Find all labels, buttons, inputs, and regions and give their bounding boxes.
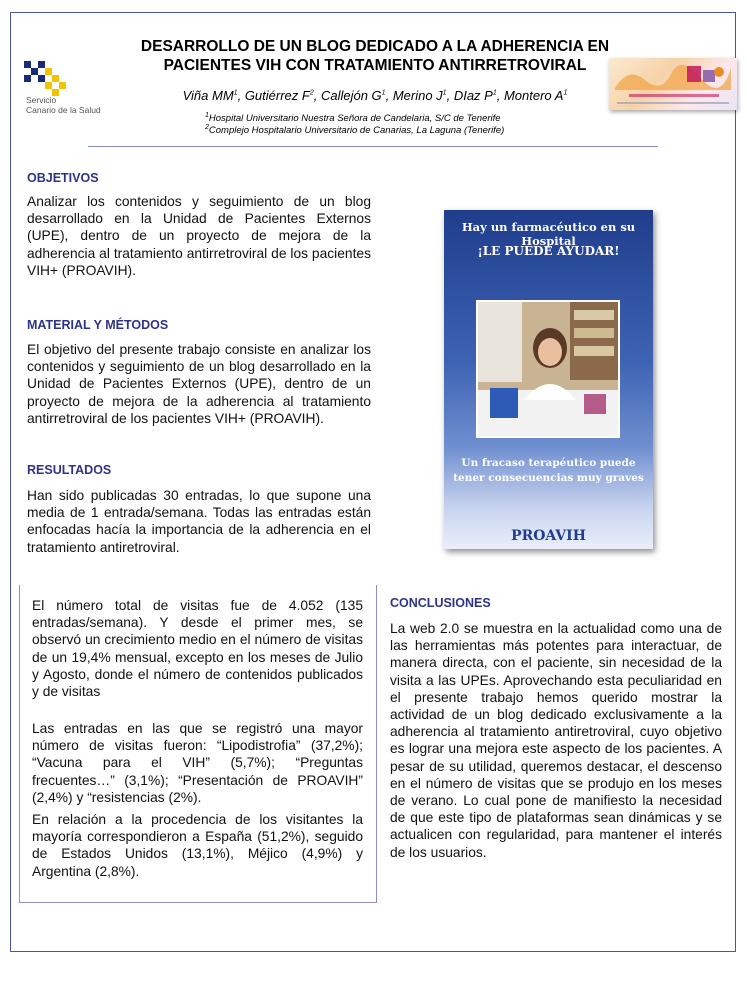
poster-line-2: ¡LE PUEDE AYUDAR! bbox=[477, 244, 620, 258]
poster-caption: Un fracaso terapéutico puede tener consecuencias muy graves bbox=[453, 457, 644, 484]
author-name: DIaz P bbox=[453, 88, 493, 103]
affiliation-1-text: Hospital Universitario Nuestra Señora de Candelaria, S/C de Tenerife bbox=[208, 113, 501, 125]
author-name: Callejón G bbox=[320, 88, 382, 103]
servicio-canario-logo bbox=[20, 58, 115, 116]
visitas-text-2: Las entradas en las que se registró una mayor número de visitas fueron: “Lipodistrofia” (37,2%); “Vacuna para el VIH” (5,7%); “Preguntas frecuentes…” (3,1%); “Presentación de PROAVIH” (2,4%) y “resistencias (2%). bbox=[32, 721, 363, 805]
poster-brand: PROAVIH bbox=[511, 528, 586, 544]
author-name: Gutiérrez F bbox=[244, 88, 310, 103]
affiliation-1-sup: 1 bbox=[205, 112, 209, 119]
author-name: Viña MM bbox=[182, 88, 234, 103]
poster-line-1: Hay un farmacéutico en su Hospital bbox=[461, 220, 636, 248]
visitas-text-1: El número total de visitas fue de 4.052 (135 entradas/semana). Y desde el primer mes, se observó un crecimiento medio en el número de visitas de un 19,4% mensual, excepto en los meses de Julio y Agosto, donde el número de contenidos publicados y de visitas bbox=[32, 598, 363, 700]
material-heading: MATERIAL Y MÉTODOS bbox=[27, 318, 169, 332]
author-affiliation-sup: 1 bbox=[563, 89, 568, 97]
objetivos-text: Analizar los contenidos y seguimiento de un blog desarrollado en la Unidad de Pacientes Externos (UPE), dentro de un proyecto de mejora de la adherencia al tratamiento antirretroviral de los pacientes VIH+ (PROAVIH). bbox=[27, 194, 371, 278]
proavih-poster-image bbox=[444, 210, 653, 549]
visitas-text-3: En relación a la procedencia de los visitantes la mayoría correspondieron a España (51,2%), seguido de Estados Unidos (13,1%), Méjico (4,9%) y Argentina (2,8%). bbox=[32, 812, 363, 879]
poster-title bbox=[120, 37, 630, 75]
logo-line-1: Servicio bbox=[26, 95, 57, 105]
material-text: El objetivo del presente trabajo consiste en analizar los contenidos y seguimiento de un blog desarrollado en la Unidad de Pacientes Externos (UPE), dentro de un proyecto de mejora de la adherencia al tratamiento antirretroviral de los pacientes VIH+ (PROAVIH). bbox=[27, 342, 371, 426]
author-affiliation-sup: 1 bbox=[233, 89, 238, 97]
author-affiliation-sup: 1 bbox=[381, 89, 386, 97]
logo-line-2: Canario de la Salud bbox=[26, 104, 101, 115]
title-line-2: PACIENTES VIH CON TRATAMIENTO ANTIRRETROVIRAL bbox=[163, 57, 587, 74]
author-affiliation-sup: 2 bbox=[309, 89, 314, 97]
pharmacist-photo-icon bbox=[478, 302, 618, 436]
title-line-1: DESARROLLO DE UN BLOG DEDICADO A LA ADHERENCIA EN bbox=[140, 38, 610, 55]
affiliation-1 bbox=[205, 112, 501, 124]
author-name: Montero A bbox=[503, 88, 564, 103]
resultados-text: Han sido publicadas 30 entradas, lo que supone una media de 1 entrada/semana. Todas las entradas están enfocadas hacía la importancia de la adherencia en el tratamiento antiretroviral. bbox=[27, 488, 371, 555]
author-affiliation-sup: 1 bbox=[442, 89, 447, 97]
pharmacist-photo bbox=[476, 300, 620, 438]
conclusiones-text: La web 2.0 se muestra en la actualidad como una de las herramientas más potentes para interactuar, de manera directa, con el paciente, sin necesidad de la visita a las UPEs. Aprovechando esta peculiaridad en el presente trabajo hemos querido mostrar la actividad de un blog dedicado exclusivamente a la adherencia al tratamiento antiretroviral, cuyo objetivo es lograr una mejora este aspecto de los pacientes. A pesar de su utilidad, queremos destacar, el descenso en el número de visitas que se produjo en los meses de verano. Lo cual pone de manifiesto la necesidad de que este tipo de plataformas sean dinámicas y se actualicen con regularidad, para mantener el interés de los usuarios. bbox=[390, 621, 722, 860]
affiliation-2-text: Complejo Hospitalario Universitario de Canarias, La Laguna (Tenerife) bbox=[208, 125, 505, 137]
author-list: Viña $MM^1$, Gutiérrez $F^2$, Callejón $G^1$, Merino $J^1$, DIaz $P^1$, Montero $A^1$ bbox=[182, 88, 568, 103]
objetivos-heading: OBJETIVOS bbox=[27, 171, 99, 185]
affiliation-2-sup: 2 bbox=[205, 124, 209, 131]
author-affiliation-sup: 1 bbox=[492, 89, 497, 97]
affiliation-2 bbox=[205, 124, 504, 136]
resultados-heading: RESULTADOS bbox=[27, 463, 112, 477]
author-name: Merino J bbox=[392, 88, 443, 103]
header-divider bbox=[88, 146, 658, 147]
conclusiones-heading: CONCLUSIONES bbox=[390, 596, 491, 610]
